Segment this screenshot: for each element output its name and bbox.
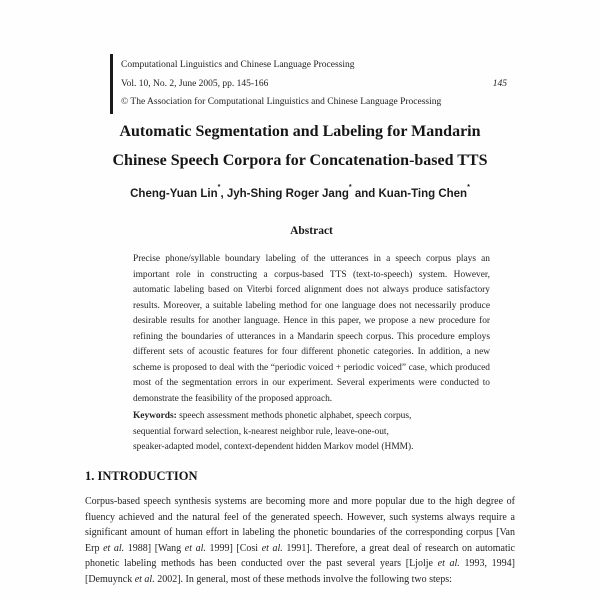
authors-line: Cheng-Yuan Lin*, Jyh-Shing Roger Jang* and Kuan-Ting Chen* (130, 182, 470, 200)
abstract-section (133, 224, 490, 456)
keywords-line-1: Keywords: speech assessment methods phonetic alphabet, speech corpus, (133, 411, 412, 421)
journal-header (110, 54, 509, 114)
journal-volume-line: Vol. 10, No. 2, June 2005, pp. 145-166 (121, 78, 269, 89)
page-number: 145 (492, 78, 507, 89)
keywords-line-2: sequential forward selection, k-nearest neighbor rule, leave-one-out, (133, 426, 389, 437)
section-heading-introduction: 1. INTRODUCTION (85, 469, 198, 483)
journal-volume-row (121, 75, 509, 94)
paper-title-line2: Chinese Speech Corpora for Concatenation-based TTS (112, 151, 488, 169)
introduction-paragraph: Corpus-based speech synthesis systems are becoming more and more popular due to the high degree of fluency achieved and the natural feel of the generated speech. However, such systems always require a significant amount of human effort in labeling the phonetic boundaries of the corresponding corpus [Van Erp et al. 1988] [Wang et al. 1999] [Cosi et al. 1991]. Therefore, a great deal of research on automatic phonetic labeling methods has been conducted over the past several years [Ljolje et al. 1993, 1994] [Demuynck et al. 2002]. In general, most of these methods involve the following two steps: (85, 496, 515, 585)
journal-copyright: © The Association for Computational Linguistics and Chinese Language Processing (121, 97, 442, 107)
journal-name: Computational Linguistics and Chinese Language Processing (121, 60, 355, 70)
abstract-body: Precise phone/syllable boundary labeling of the utterances in a speech corpus plays an important role in constructing a corpus-based TTS (text-to-speech) system. However, automatic labeling based on Viterbi forced alignment does not always produce satisfactory results. Moreover, a suitable labeling method for one language does not necessarily produce desirable results for another language. Hence in this paper, we propose a new procedure for refining the boundaries of utterances in a Mandarin speech corpus. This procedure employs different sets of acoustic features for four different phonetic categories. In addition, a new scheme is proposed to deal with the “periodic voiced + periodic voiced” case, which produced most of the segmentation errors in our experiment. Several experiments were conducted to demonstrate the feasibility of the proposed approach. (133, 254, 490, 404)
paper-title (0, 118, 600, 175)
paper-title-line1: Automatic Segmentation and Labeling for Mandarin (119, 123, 481, 140)
abstract-heading: Abstract (290, 225, 333, 237)
keywords-line-3: speaker-adapted model, context-dependent hidden Markov model (HMM). (133, 442, 414, 452)
keywords-paragraph (133, 409, 490, 456)
